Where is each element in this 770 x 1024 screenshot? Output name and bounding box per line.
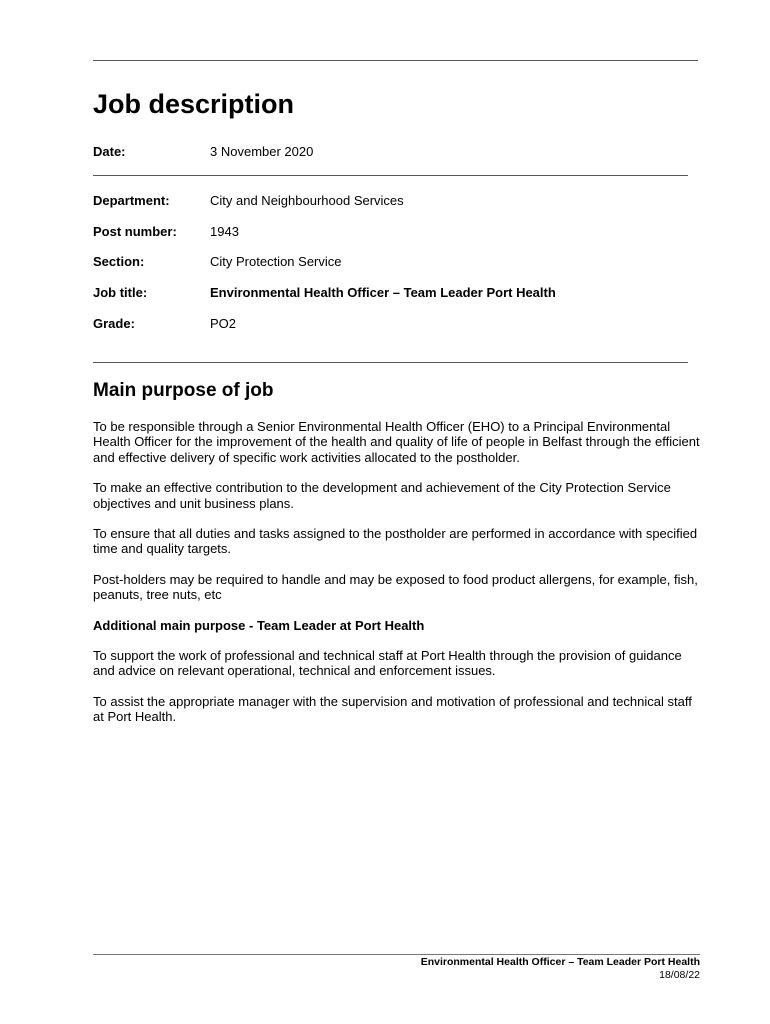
grade-label: Grade: xyxy=(93,316,135,331)
additional-purpose-paragraph: To support the work of professional and technical staff at Port Health through the provision of guidance and advice on relevant operational, technical and enforcement issues. xyxy=(93,648,682,679)
section-label: Section: xyxy=(93,254,145,269)
main-purpose-heading: Main purpose of job xyxy=(93,380,274,401)
additional-purpose-heading: Additional main purpose - Team Leader at Port Health xyxy=(93,617,425,633)
date-label: Date: xyxy=(93,144,126,159)
divider-after-date xyxy=(93,175,688,176)
divider-after-details xyxy=(93,362,688,363)
top-rule xyxy=(93,60,698,61)
footer-rule xyxy=(93,954,700,955)
main-purpose-body xyxy=(93,419,703,740)
grade-value: PO2 xyxy=(210,316,237,331)
purpose-paragraph: To make an effective contribution to the development and achievement of the City Protection Service objectives and unit business plans. xyxy=(93,480,671,511)
department-value: City and Neighbourhood Services xyxy=(210,193,404,208)
date-value: 3 November 2020 xyxy=(210,144,314,159)
additional-purpose-paragraph: To assist the appropriate manager with the supervision and motivation of professional and technical staff at Port Health. xyxy=(93,693,692,725)
footer-date: 18/08/22 xyxy=(659,969,700,981)
purpose-paragraph: To ensure that all duties and tasks assigned to the postholder are performed in accordance with specified time and quality targets. xyxy=(93,526,698,557)
post-number-label: Post number: xyxy=(93,224,177,239)
department-label: Department: xyxy=(93,193,170,208)
footer-title: Environmental Health Officer – Team Leader Port Health xyxy=(420,956,700,968)
section-value: City Protection Service xyxy=(210,254,342,269)
purpose-paragraph: Post-holders may be required to handle and may be exposed to food product allergens, for example, fish, peanuts, tree nuts, etc xyxy=(93,571,698,603)
post-number-value: 1943 xyxy=(210,224,239,239)
purpose-paragraph: To be responsible through a Senior Environmental Health Officer (EHO) to a Principal Environmental Health Officer for the improvement of the health and quality of life of people in Belfast through the efficient and effective delivery of specific work activities allocated to the postholder. xyxy=(93,419,700,465)
page-title: Job description xyxy=(93,89,295,119)
job-title-label: Job title: xyxy=(93,285,148,300)
job-title-value: Environmental Health Officer – Team Leader Port Health xyxy=(210,285,556,300)
